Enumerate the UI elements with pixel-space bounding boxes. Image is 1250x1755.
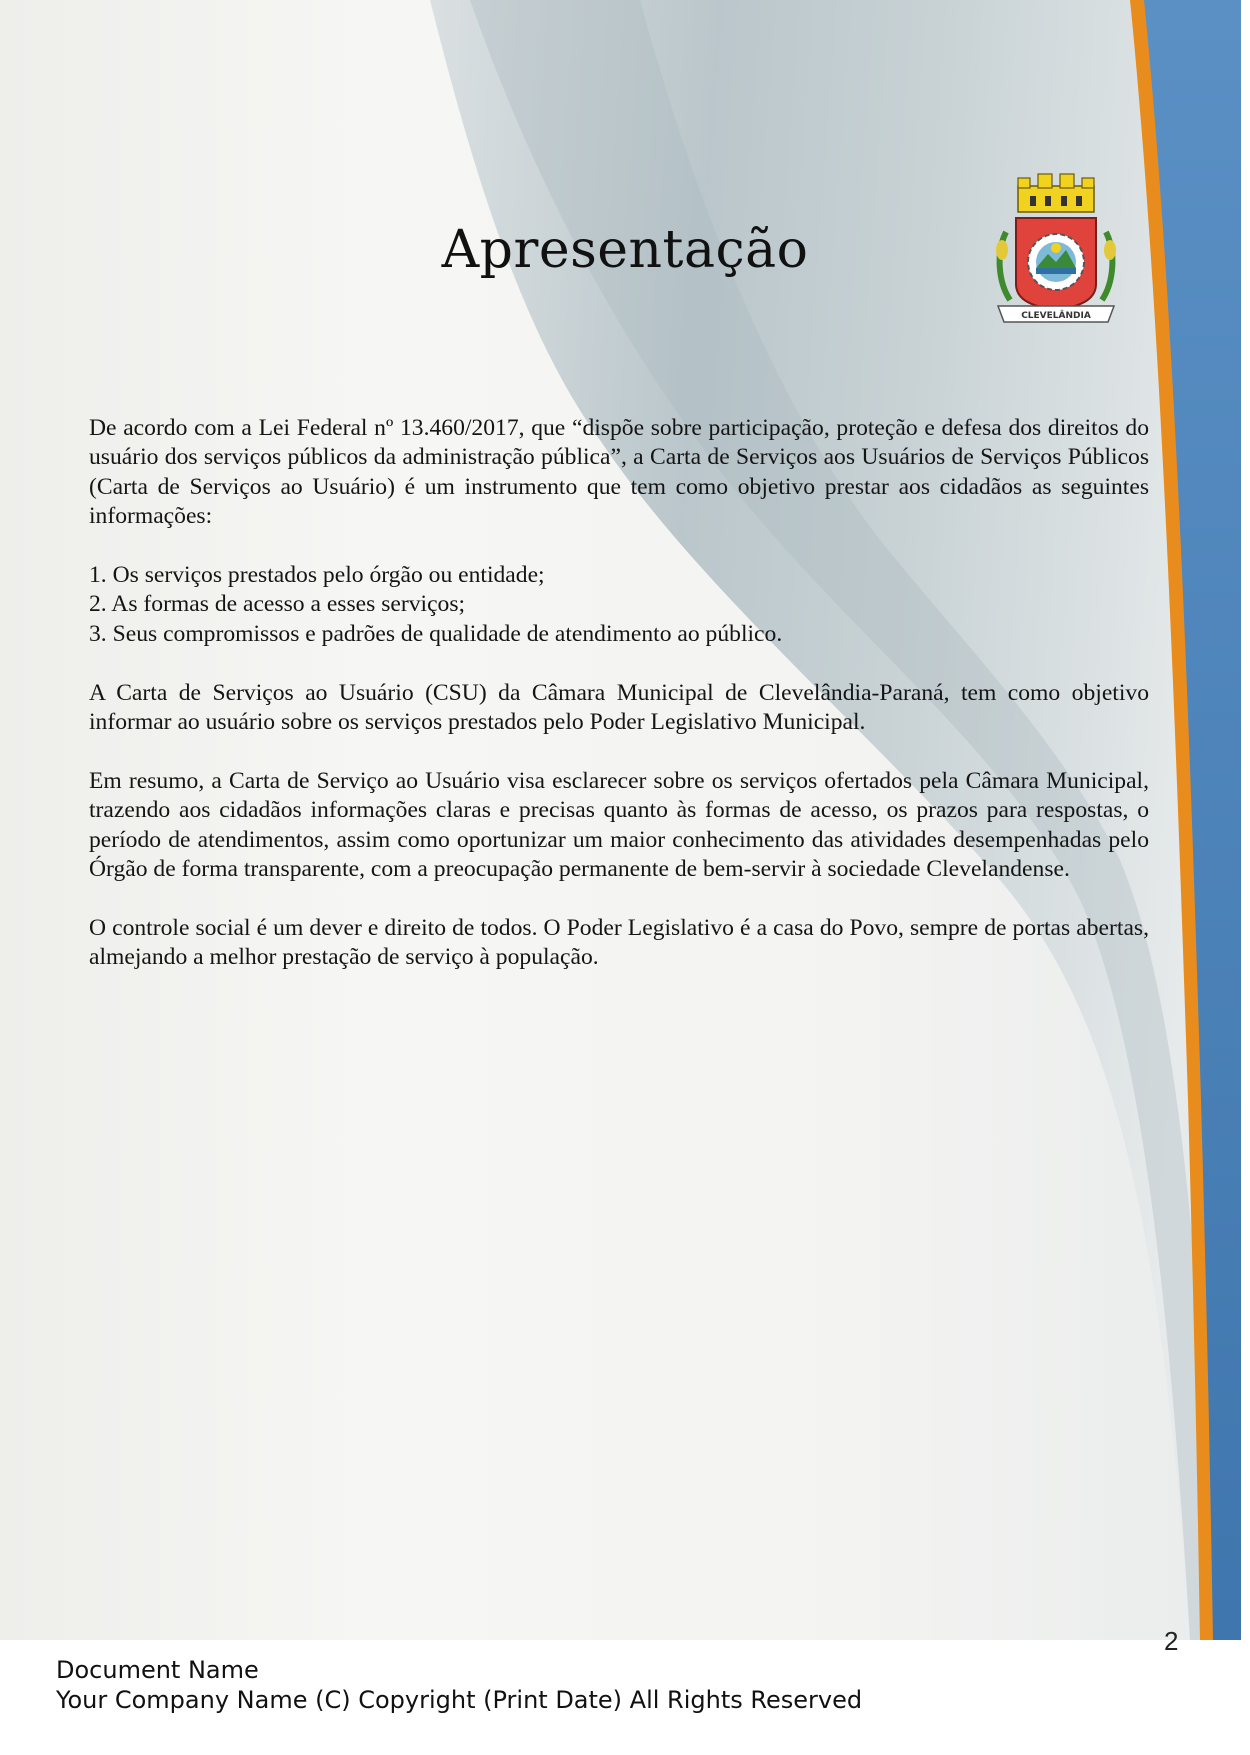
list-item: 1. Os serviços prestados pelo órgão ou entidade; — [89, 562, 545, 589]
list-item: 3. Seus compromissos e padrões de qualidade de atendimento ao público. — [89, 620, 783, 647]
page-number: 2 — [1164, 1626, 1179, 1656]
municipal-crest-icon — [988, 172, 1124, 330]
footer-copyright: Your Company Name (C) Copyright (Print Date) All Rights Reserved — [56, 1686, 863, 1714]
footer-document-name: Document Name — [56, 1656, 259, 1684]
paragraph-csu: A Carta de Serviços ao Usuário (CSU) da Câmara Municipal de Clevelândia-Paraná, tem como objetivo informar ao usuário sobre os serviços prestados pelo Poder Legislativo Municipal. — [89, 679, 1149, 736]
body-text — [89, 414, 1149, 973]
crest-caption: CLEVELÂNDIA — [1021, 311, 1091, 321]
page-footer — [56, 1655, 862, 1715]
paragraph-summary: Em resumo, a Carta de Serviço ao Usuário visa esclarecer sobre os serviços ofertados pela Câmara Municipal, trazendo aos cidadãos informações claras e precisas quanto às formas de acesso, os prazos para respostas, o período de atendimentos, assim como oportunizar um maior conhecimento das atividades desempenhadas pelo Órgão de forma transparente, com a preocupação permanente de bem-servir à sociedade Clevelandense. — [89, 767, 1149, 883]
paragraph-intro: De acordo com a Lei Federal nº 13.460/2017, que “dispõe sobre participação, proteção e defesa dos direitos do usuário dos serviços públicos da administração pública”, a Carta de Serviços aos Usuários de Serviços Públicos (Carta de Serviços ao Usuário) é um instrumento que tem como objetivo prestar aos cidadãos as seguintes informações: — [89, 415, 1149, 530]
page-title: Apresentação — [441, 220, 809, 280]
list-item: 2. As formas de acesso a esses serviços; — [89, 591, 466, 618]
paragraph-social-control: O controle social é um dever e direito de todos. O Poder Legislativo é a casa do Povo, sempre de portas abertas, almejando a melhor prestação de serviço à população. — [89, 914, 1149, 971]
